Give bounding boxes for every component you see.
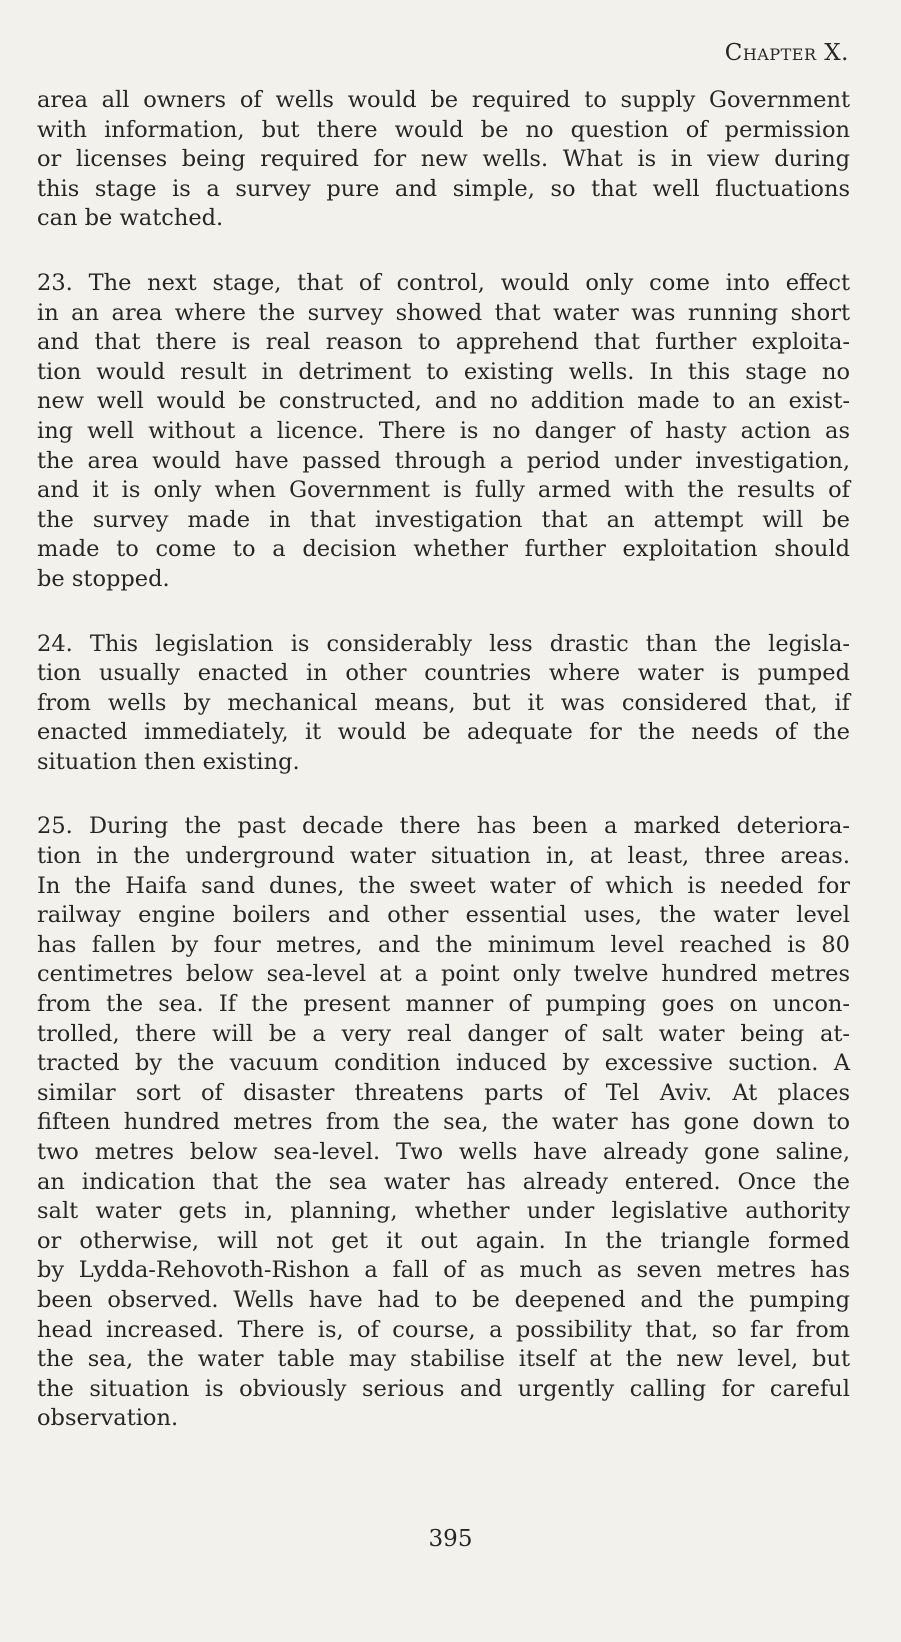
text-line: centimetres below sea-level at a point only twelve hundred metres bbox=[37, 961, 850, 988]
paragraph bbox=[37, 86, 850, 234]
text-line: situation then existing. bbox=[37, 748, 300, 775]
text-line: and it is only when Government is fully armed with the results of bbox=[37, 477, 850, 504]
text-line: head increased. There is, of course, a possibility that, so far from bbox=[37, 1316, 850, 1343]
text-line: and that there is real reason to apprehend that further exploita- bbox=[37, 329, 850, 356]
text-line: two metres below sea-level. Two wells have already gone saline, bbox=[37, 1139, 850, 1165]
text-line: this stage is a survey pure and simple, so that well fluctuations bbox=[37, 175, 850, 202]
text-line: from the sea. If the present manner of pumping goes on uncon- bbox=[37, 991, 850, 1018]
text-line: the area would have passed through a period under investigation, bbox=[37, 447, 850, 474]
text-line: or otherwise, will not get it out again. In the triangle formed bbox=[37, 1227, 850, 1254]
text-line: enacted immediately, it would be adequate for the needs of the bbox=[37, 719, 850, 746]
text-line: made to come to a decision whether further exploitation should bbox=[37, 536, 850, 563]
text-line: from wells by mechanical means, but it was considered that, if bbox=[37, 689, 850, 716]
text-line: an indication that the sea water has already entered. Once the bbox=[37, 1168, 850, 1195]
text-line: by Lydda-Rehovoth-Rishon a fall of as much as seven metres has bbox=[37, 1257, 850, 1284]
text-line: ing well without a licence. There is no danger of hasty action as bbox=[37, 417, 850, 444]
text-line: in an area where the survey showed that water was running short bbox=[37, 299, 850, 326]
text-line: railway engine boilers and other essential uses, the water level bbox=[37, 902, 850, 929]
running-header: Chapter X. bbox=[724, 40, 849, 66]
text-line: the survey made in that investigation that an attempt will be bbox=[37, 506, 850, 533]
text-line: new well would be constructed, and no addition made to an exist- bbox=[37, 388, 850, 415]
text-line: with information, but there would be no question of permission bbox=[37, 116, 850, 143]
text-line: can be watched. bbox=[37, 205, 224, 232]
text-line: trolled, there will be a very real danger of salt water being at- bbox=[37, 1020, 850, 1047]
text-line: 23. The next stage, that of control, would only come into effect bbox=[37, 269, 850, 296]
text-line: tion would result in detriment to existing wells. In this stage no bbox=[37, 358, 850, 385]
text-line: be stopped. bbox=[37, 565, 170, 592]
text-line: area all owners of wells would be required to supply Government bbox=[37, 87, 850, 113]
paragraph bbox=[37, 630, 850, 778]
text-line: salt water gets in, planning, whether under legislative authority bbox=[37, 1198, 850, 1225]
text-line: the sea, the water table may stabilise itself at the new level, but bbox=[37, 1346, 850, 1373]
paragraph bbox=[37, 812, 850, 1433]
paragraph bbox=[37, 269, 850, 595]
text-line: or licenses being required for new wells. What is in view during bbox=[37, 146, 850, 173]
text-line: been observed. Wells have had to be deepened and the pumping bbox=[37, 1286, 850, 1313]
text-line: In the Haifa sand dunes, the sweet water of which is needed for bbox=[37, 872, 850, 899]
text-line: has fallen by four metres, and the minimum level reached is 80 bbox=[37, 931, 850, 958]
text-line: tion in the underground water situation in, at least, three areas. bbox=[37, 843, 850, 870]
text-line: 24. This legislation is considerably less drastic than the legisla- bbox=[37, 630, 850, 657]
text-line: 25. During the past decade there has been a marked deteriora- bbox=[37, 813, 850, 840]
page-body bbox=[37, 86, 850, 1469]
text-line: tion usually enacted in other countries where water is pumped bbox=[37, 660, 850, 687]
text-line: the situation is obviously serious and urgently calling for careful bbox=[37, 1375, 850, 1402]
text-line: fifteen hundred metres from the sea, the water has gone down to bbox=[37, 1109, 850, 1136]
page-number: 395 bbox=[428, 1526, 473, 1552]
text-line: observation. bbox=[37, 1405, 179, 1432]
text-line: tracted by the vacuum condition induced by excessive suction. A bbox=[37, 1050, 850, 1077]
text-line: similar sort of disaster threatens parts of Tel Aviv. At places bbox=[37, 1079, 850, 1106]
